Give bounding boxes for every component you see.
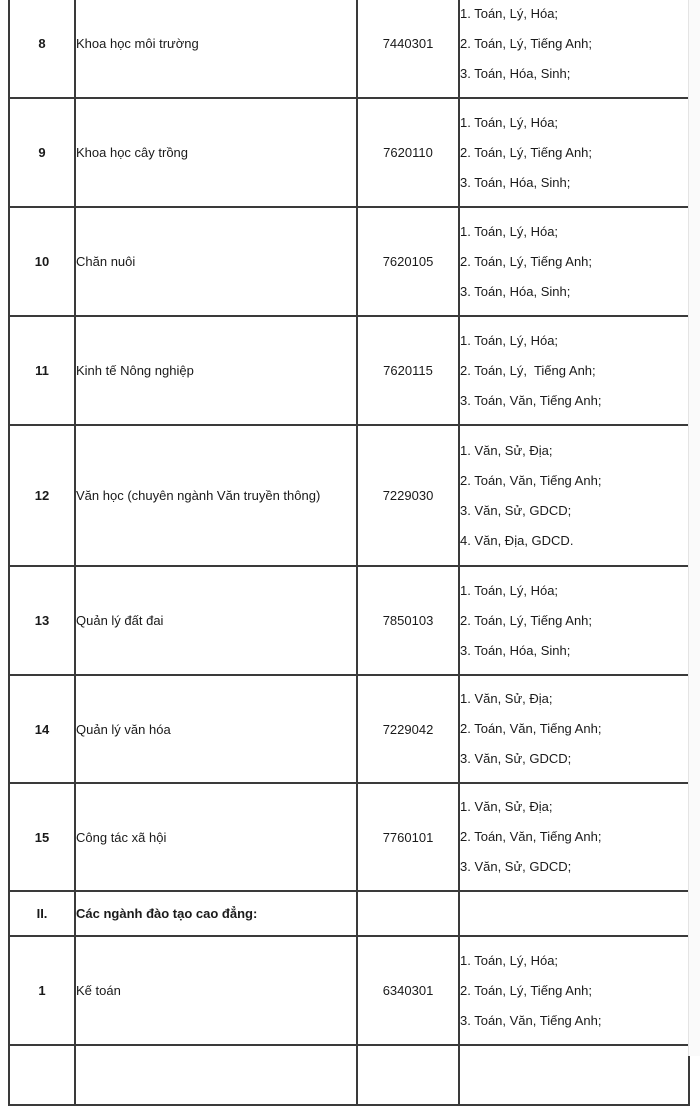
subject-combinations — [459, 98, 689, 207]
row-number: 11 — [9, 316, 75, 425]
empty-cell — [459, 1045, 689, 1105]
combo-item: 2. Toán, Lý, Tiếng Anh; — [460, 144, 593, 160]
subject-combinations — [459, 783, 689, 891]
major-name: Kế toán — [75, 936, 357, 1045]
major-name: Quản lý văn hóa — [75, 675, 357, 783]
row-number: 15 — [9, 783, 75, 891]
combo-item: 3. Toán, Hóa, Sinh; — [460, 283, 571, 299]
combo-item: 2. Toán, Lý, Tiếng Anh; — [460, 612, 593, 628]
subject-combinations — [459, 675, 689, 783]
combo-item: 1. Toán, Lý, Hóa; — [460, 223, 559, 239]
combo-item: 1. Văn, Sử, Địa; — [460, 799, 553, 814]
row-number: 9 — [9, 98, 75, 207]
combo-item: 1. Văn, Sử, Địa; — [460, 691, 553, 706]
empty-cell — [357, 891, 459, 936]
combo-item: 2. Toán, Lý, Tiếng Anh; — [460, 35, 593, 51]
combo-item: 2. Toán, Văn, Tiếng Anh; — [460, 829, 602, 844]
combo-item: 1. Toán, Lý, Hóa; — [460, 332, 559, 348]
major-name: Kinh tế Nông nghiệp — [75, 316, 357, 425]
combo-item: 3. Văn, Sử, GDCD; — [460, 502, 572, 518]
major-code: 6340301 — [357, 936, 459, 1045]
section-header-row — [9, 891, 689, 936]
empty-cell — [9, 1045, 75, 1105]
subject-combinations — [459, 0, 689, 98]
empty-cell — [75, 1045, 357, 1105]
section-number: II. — [9, 891, 75, 936]
combo-item: 1. Toán, Lý, Hóa; — [460, 582, 559, 598]
major-name: Khoa học môi trường — [75, 0, 357, 98]
major-code: 7620115 — [357, 316, 459, 425]
empty-cell — [357, 1045, 459, 1105]
table-row — [9, 566, 689, 675]
combo-item: 4. Văn, Địa, GDCD. — [460, 532, 574, 548]
combo-item: 3. Văn, Sử, GDCD; — [460, 859, 572, 874]
combo-item: 2. Toán, Lý, Tiếng Anh; — [460, 362, 596, 378]
combo-item: 2. Toán, Lý, Tiếng Anh; — [460, 982, 593, 998]
major-code: 7850103 — [357, 566, 459, 675]
table-row-partial — [9, 1045, 689, 1105]
major-name: Chăn nuôi — [75, 207, 357, 316]
combo-item: 1. Văn, Sử, Địa; — [460, 442, 553, 458]
subject-combinations — [459, 425, 689, 566]
major-code: 7440301 — [357, 0, 459, 98]
major-code: 7229042 — [357, 675, 459, 783]
section-title: Các ngành đào tạo cao đẳng: — [75, 891, 357, 936]
combo-item: 3. Văn, Sử, GDCD; — [460, 751, 572, 766]
major-name: Quản lý đất đai — [75, 566, 357, 675]
row-number: 1 — [9, 936, 75, 1045]
row-number: 14 — [9, 675, 75, 783]
combo-item: 1. Toán, Lý, Hóa; — [460, 114, 559, 130]
major-code: 7760101 — [357, 783, 459, 891]
major-name: Công tác xã hội — [75, 783, 357, 891]
combo-item: 3. Toán, Văn, Tiếng Anh; — [460, 1012, 602, 1028]
combo-item: 3. Toán, Hóa, Sinh; — [460, 65, 571, 81]
major-code: 7229030 — [357, 425, 459, 566]
table-row — [9, 98, 689, 207]
subject-combinations — [459, 566, 689, 675]
table-row — [9, 207, 689, 316]
row-number: 10 — [9, 207, 75, 316]
combo-item: 2. Toán, Văn, Tiếng Anh; — [460, 472, 602, 488]
major-code: 7620110 — [357, 98, 459, 207]
combo-item: 3. Toán, Văn, Tiếng Anh; — [460, 392, 602, 408]
row-number: 13 — [9, 566, 75, 675]
combo-item: 1. Toán, Lý, Hóa; — [460, 5, 559, 21]
subject-combinations — [459, 936, 689, 1045]
combo-item: 2. Toán, Văn, Tiếng Anh; — [460, 721, 602, 736]
page-edge-strip — [688, 0, 700, 1056]
table-row — [9, 316, 689, 425]
row-number: 8 — [9, 0, 75, 98]
subject-combinations — [459, 207, 689, 316]
empty-cell — [459, 891, 689, 936]
row-number: 12 — [9, 425, 75, 566]
subject-combinations — [459, 316, 689, 425]
table-row — [9, 783, 689, 891]
major-name: Văn học (chuyên ngành Văn truyền thông) — [75, 425, 357, 566]
table-row — [9, 425, 689, 566]
admission-majors-table — [8, 0, 690, 1106]
combo-item: 3. Toán, Hóa, Sinh; — [460, 642, 571, 658]
table-row — [9, 0, 689, 98]
major-code: 7620105 — [357, 207, 459, 316]
combo-item: 3. Toán, Hóa, Sinh; — [460, 174, 571, 190]
combo-item: 2. Toán, Lý, Tiếng Anh; — [460, 253, 593, 269]
major-name: Khoa học cây trồng — [75, 98, 357, 207]
combo-item: 1. Toán, Lý, Hóa; — [460, 952, 559, 968]
table-row — [9, 675, 689, 783]
table-row — [9, 936, 689, 1045]
